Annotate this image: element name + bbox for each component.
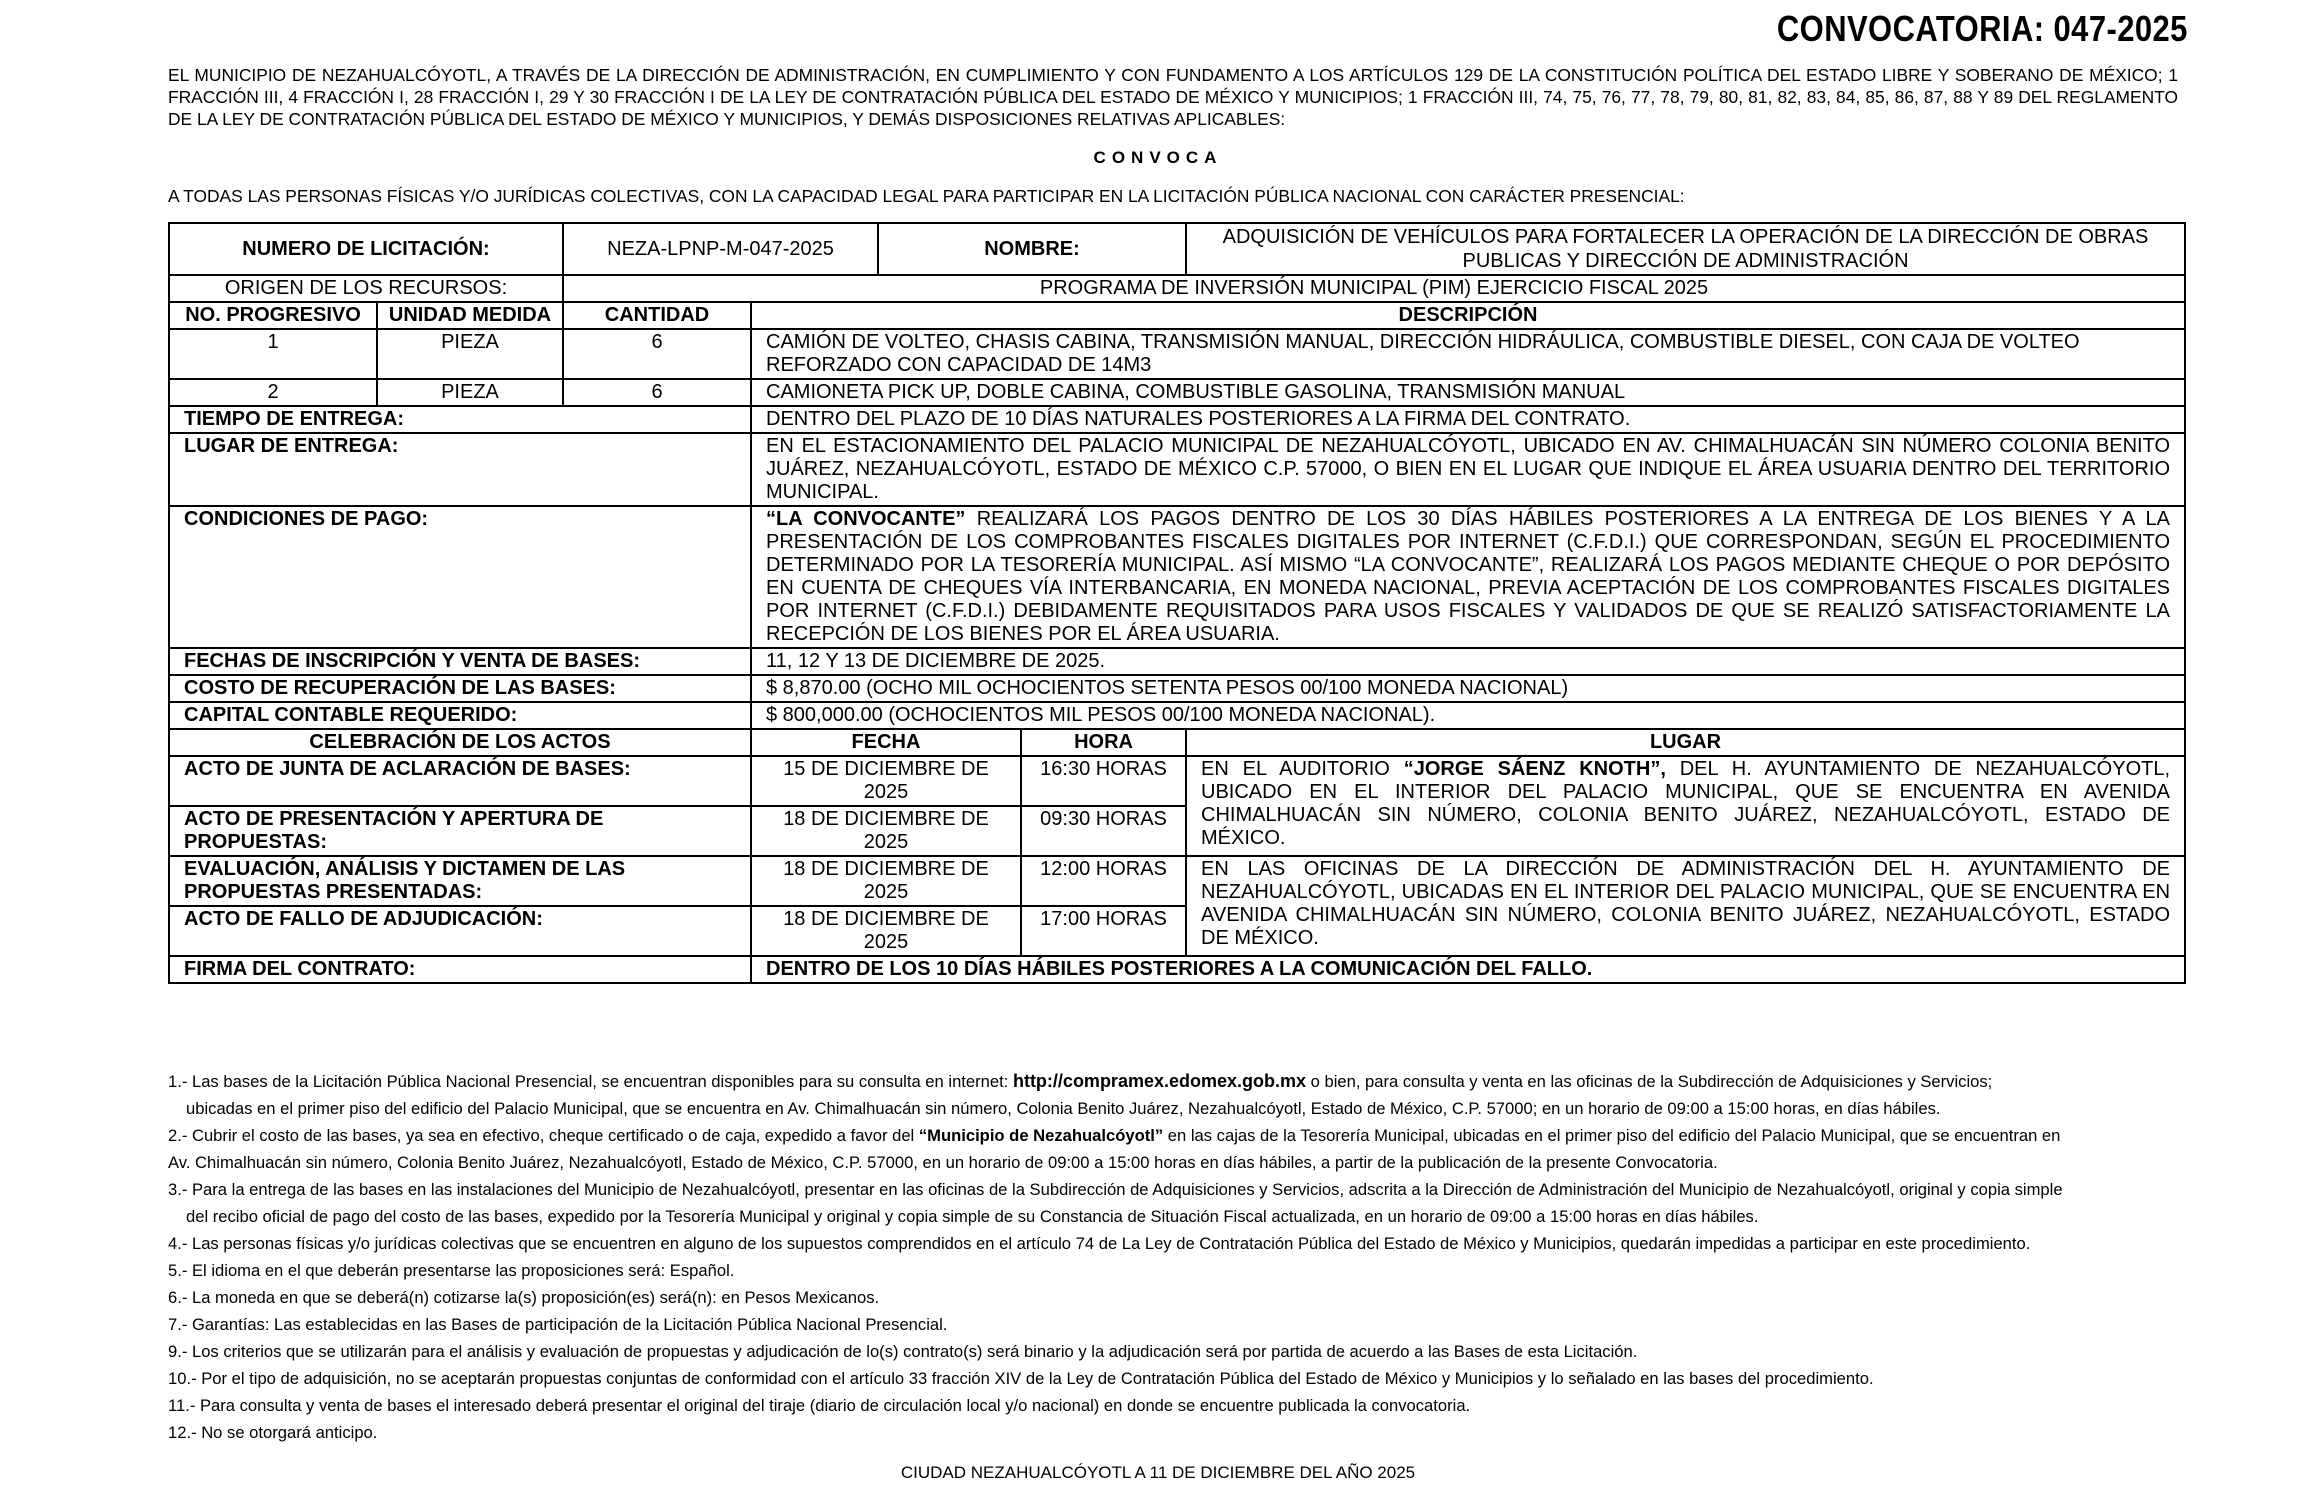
delivery-time-label: TIEMPO DE ENTREGA: bbox=[169, 406, 751, 433]
note-12: 12.- No se otorgará anticipo. bbox=[168, 1423, 378, 1442]
required-capital-label: CAPITAL CONTABLE REQUERIDO: bbox=[169, 702, 751, 729]
delivery-place-value: EN EL ESTACIONAMIENTO DEL PALACIO MUNICIPAL DE NEZAHUALCÓYOTL, UBICADO EN AV. CHIMALHUACÁN SIN NÚMERO COLONIA BENITO JUÁREZ, NEZAHUALCÓYOTL, ESTADO DE MÉXICO C.P. 57000, O BIEN EN EL LUGAR QUE INDIQUE EL ÁREA USUARIA DENTRO DEL TERRITORIO MUNICIPAL. bbox=[751, 433, 2185, 506]
note-1 bbox=[168, 1068, 2178, 1095]
tender-name-label: NOMBRE: bbox=[878, 223, 1186, 275]
col-cantidad: CANTIDAD bbox=[563, 302, 751, 329]
required-capital-row bbox=[169, 702, 2185, 729]
resources-origin-row bbox=[169, 275, 2185, 302]
acts-header-row bbox=[169, 729, 2185, 756]
intro-paragraph: EL MUNICIPIO DE NEZAHUALCÓYOTL, A TRAVÉS DE LA DIRECCIÓN DE ADMINISTRACIÓN, EN CUMPLIMIENTO Y CON FUNDAMENTO A LOS ARTÍCULOS 129 DE LA CONSTITUCIÓN POLÍTICA DEL ESTADO LIBRE Y SOBERANO DE MÉXICO; 1 FRACCIÓN III, 4 FRACCIÓN I, 28 FRACCIÓN I, 29 Y 30 FRACCIÓN I DE LA LEY DE CONTRATACIÓN PÚBLICA DEL ESTADO DE MÉXICO Y MUNICIPIOS; 1 FRACCIÓN III, 74, 75, 76, 77, 78, 79, 80, 81, 82, 83, 84, 85, 86, 87, 88 Y 89 DEL REGLAMENTO DE LA LEY DE CONTRATACIÓN PÚBLICA DEL ESTADO DE MÉXICO Y MUNICIPIOS, Y DEMÁS DISPOSICIONES RELATIVAS APLICABLES: bbox=[168, 65, 2178, 129]
item-unit: PIEZA bbox=[377, 379, 563, 406]
item-number: 1 bbox=[169, 329, 377, 379]
tender-table bbox=[168, 222, 2186, 984]
note-1-text-end: o bien, para consulta y venta en las oficinas de la Subdirección de Adquisiciones y Servicios; bbox=[1306, 1072, 1993, 1091]
item-unit: PIEZA bbox=[377, 329, 563, 379]
act-row bbox=[169, 856, 2185, 906]
invitation-line: A TODAS LAS PERSONAS FÍSICAS Y/O JURÍDICAS COLECTIVAS, CON LA CAPACIDAD LEGAL PARA PARTICIPAR EN LA LICITACIÓN PÚBLICA NACIONAL CON CARÁCTER PRESENCIAL: bbox=[168, 186, 1685, 206]
act-row bbox=[169, 756, 2185, 806]
note-6: 6.- La moneda en que se deberá(n) cotizarse la(s) proposición(es) será(n): en Pesos Mexicanos. bbox=[168, 1288, 880, 1307]
item-number: 2 bbox=[169, 379, 377, 406]
convoca-heading: CONVOCA bbox=[1093, 148, 1223, 167]
notes-list bbox=[168, 1068, 2178, 1446]
act-place-offices: EN LAS OFICINAS DE LA DIRECCIÓN DE ADMINISTRACIÓN DEL H. AYUNTAMIENTO DE NEZAHUALCÓYOTL, UBICADAS EN EL INTERIOR DEL PALACIO MUNICIPAL, QUE SE ENCUENTRA EN AVENIDA CHIMALHUACÁN SIN NÚMERO, COLONIA BENITO JUÁREZ, NEZAHUALCÓYOTL, ESTADO DE MÉXICO. bbox=[1186, 856, 2185, 956]
act-date: 15 DE DICIEMBRE DE 2025 bbox=[751, 756, 1021, 806]
note-3-continuation: del recibo oficial de pago del costo de las bases, expedido por la Tesorería Municipal y original y copia simple de su Constancia de Situación Fiscal actualizada, en un horario de 09:00 a 15:00 horas en días hábiles. bbox=[186, 1207, 1759, 1226]
tender-number-label: NUMERO DE LICITACIÓN: bbox=[169, 223, 563, 275]
note-4: 4.- Las personas físicas y/o jurídicas colectivas que se encuentren en alguno de los supuestos comprendidos en el artículo 74 de La Ley de Contratación Pública del Estado de México y Municipios, quedarán impedidas a participar en este procedimiento. bbox=[168, 1234, 2031, 1253]
bases-cost-label: COSTO DE RECUPERACIÓN DE LAS BASES: bbox=[169, 675, 751, 702]
note-1-continuation: ubicadas en el primer piso del edificio del Palacio Municipal, que se encuentra en Av. Chimalhuacán sin número, Colonia Benito Juárez, Nezahualcóyotl, Estado de México, C.P. 57000; en un horario de 09:00 a 15:00 horas, en días hábiles. bbox=[186, 1099, 1941, 1118]
note-9: 9.- Los criterios que se utilizarán para el análisis y evaluación de propuestas y adjudicación de lo(s) contrato(s) será binario y la adjudicación será por partida de acuerdo a las Bases de esta Licitación. bbox=[168, 1342, 1638, 1361]
col-celebracion: CELEBRACIÓN DE LOS ACTOS bbox=[169, 729, 751, 756]
bases-cost-value: $ 8,870.00 (OCHO MIL OCHOCIENTOS SETENTA PESOS 00/100 MONEDA NACIONAL) bbox=[751, 675, 2185, 702]
required-capital-value: $ 800,000.00 (OCHOCIENTOS MIL PESOS 00/100 MONEDA NACIONAL). bbox=[751, 702, 2185, 729]
note-5: 5.- El idioma en el que deberán presentarse las proposiciones será: Español. bbox=[168, 1261, 735, 1280]
note-11: 11.- Para consulta y venta de bases el interesado deberá presentar el original del tiraje (diario de circulación local y/o nacional) en donde se encuentre publicada la convocatoria. bbox=[168, 1396, 1471, 1415]
note-2-text-end: en las cajas de la Tesorería Municipal, ubicadas en el primer piso del edificio del Palacio Municipal, que se encuentran en bbox=[1163, 1126, 2061, 1145]
contract-signing-value: DENTRO DE LOS 10 DÍAS HÁBILES POSTERIORES A LA COMUNICACIÓN DEL FALLO. bbox=[751, 956, 2185, 983]
payment-conditions-label: CONDICIONES DE PAGO: bbox=[169, 506, 751, 648]
delivery-time-value: DENTRO DEL PLAZO DE 10 DÍAS NATURALES POSTERIORES A LA FIRMA DEL CONTRATO. bbox=[751, 406, 2185, 433]
items-header-row bbox=[169, 302, 2185, 329]
bases-cost-row bbox=[169, 675, 2185, 702]
note-7: 7.- Garantías: Las establecidas en las Bases de participación de la Licitación Pública Nacional Presencial. bbox=[168, 1315, 948, 1334]
compramex-link[interactable]: http://compramex.edomex.gob.mx bbox=[1012, 1071, 1307, 1091]
contract-signing-label: FIRMA DEL CONTRATO: bbox=[169, 956, 751, 983]
note-1-text: 1.- Las bases de la Licitación Pública Nacional Presencial, se encuentran disponibles para su consulta en internet: bbox=[168, 1072, 1013, 1091]
act-date: 18 DE DICIEMBRE DE 2025 bbox=[751, 856, 1021, 906]
note-3: 3.- Para la entrega de las bases en las instalaciones del Municipio de Nezahualcóyotl, presentar en las oficinas de la Subdirección de Adquisiciones y Servicios, adscrita a la Dirección de Administración del Municipio de Nezahualcóyotl, original y copia simple bbox=[168, 1180, 2063, 1199]
note-2 bbox=[168, 1122, 2178, 1149]
tender-name-value: ADQUISICIÓN DE VEHÍCULOS PARA FORTALECER LA OPERACIÓN DE LA DIRECCIÓN DE OBRAS PUBLICAS Y DIRECCIÓN DE ADMINISTRACIÓN bbox=[1186, 223, 2185, 275]
item-quantity: 6 bbox=[563, 329, 751, 379]
act-name: ACTO DE PRESENTACIÓN Y APERTURA DE PROPUESTAS: bbox=[169, 806, 751, 856]
col-descripcion: DESCRIPCIÓN bbox=[751, 302, 2185, 329]
payment-conditions-value bbox=[751, 506, 2185, 648]
act-time: 09:30 HORAS bbox=[1021, 806, 1186, 856]
act-name: EVALUACIÓN, ANÁLISIS Y DICTAMEN DE LAS PROPUESTAS PRESENTADAS: bbox=[169, 856, 751, 906]
act-time: 17:00 HORAS bbox=[1021, 906, 1186, 956]
registration-dates-row bbox=[169, 648, 2185, 675]
contract-signing-row bbox=[169, 956, 2185, 983]
act-time: 16:30 HORAS bbox=[1021, 756, 1186, 806]
col-progresivo: NO. PROGRESIVO bbox=[169, 302, 377, 329]
col-unidad: UNIDAD MEDIDA bbox=[377, 302, 563, 329]
resources-origin-label: ORIGEN DE LOS RECURSOS: bbox=[169, 275, 563, 302]
note-2-continuation: Av. Chimalhuacán sin número, Colonia Benito Juárez, Nezahualcóyotl, Estado de México, C.P. 57000, en un horario de 09:00 a 15:00 horas en días hábiles, a partir de la publicación de la presente Convocatoria. bbox=[168, 1153, 1718, 1172]
place1-pre: EN EL AUDITORIO bbox=[1201, 758, 1404, 780]
item-row bbox=[169, 379, 2185, 406]
delivery-place-row bbox=[169, 433, 2185, 506]
col-hora: HORA bbox=[1021, 729, 1186, 756]
note-10: 10.- Por el tipo de adquisición, no se aceptarán propuestas conjuntas de conformidad con el artículo 33 fracción XIV de la Ley de Contratación Pública del Estado de México y Municipios y lo señalado en las bases del procedimiento. bbox=[168, 1369, 1874, 1388]
payment-conditions-row bbox=[169, 506, 2185, 648]
tender-number-value: NEZA-LPNP-M-047-2025 bbox=[563, 223, 878, 275]
item-row bbox=[169, 329, 2185, 379]
note-2-text: 2.- Cubrir el costo de las bases, ya sea en efectivo, cheque certificado o de caja, expedido a favor del bbox=[168, 1126, 919, 1145]
col-lugar: LUGAR bbox=[1186, 729, 2185, 756]
registration-dates-label: FECHAS DE INSCRIPCIÓN Y VENTA DE BASES: bbox=[169, 648, 751, 675]
item-quantity: 6 bbox=[563, 379, 751, 406]
payment-conditions-text: REALIZARÁ LOS PAGOS DENTRO DE LOS 30 DÍAS HÁBILES POSTERIORES A LA ENTREGA DE LOS BIENES Y A LA PRESENTACIÓN DE LOS COMPROBANTES FISCALES DIGITALES POR INTERNET (C.F.D.I.) QUE CORRESPONDAN, SEGÚN EL PROCEDIMIENTO DETERMINADO POR LA TESORERÍA MUNICIPAL. ASÍ MISMO “LA CONVOCANTE”, REALIZARÁ LOS PAGOS MEDIANTE CHEQUE O POR DEPÓSITO EN CUENTA DE CHEQUES VÍA INTERBANCARIA, EN MONEDA NACIONAL, PREVIA ACEPTACIÓN DE LOS COMPROBANTES FISCALES DIGITALES POR INTERNET (C.F.D.I.) DEBIDAMENTE REQUISITADOS PARA USOS FISCALES Y VALIDADOS DE QUE SE REALIZÓ SATISFACTORIAMENTE LA RECEPCIÓN DE LOS BIENES POR EL ÁREA USUARIA. bbox=[766, 508, 2171, 645]
act-place-auditorium bbox=[1186, 756, 2185, 856]
convocante-emphasis: “LA CONVOCANTE” bbox=[766, 508, 966, 530]
auditorium-name: “JORGE SÁENZ KNOTH”, bbox=[1403, 758, 1666, 780]
resources-origin-value: PROGRAMA DE INVERSIÓN MUNICIPAL (PIM) EJERCICIO FISCAL 2025 bbox=[563, 275, 2185, 302]
act-date: 18 DE DICIEMBRE DE 2025 bbox=[751, 806, 1021, 856]
act-name: ACTO DE FALLO DE ADJUDICACIÓN: bbox=[169, 906, 751, 956]
col-fecha: FECHA bbox=[751, 729, 1021, 756]
item-description: CAMIÓN DE VOLTEO, CHASIS CABINA, TRANSMISIÓN MANUAL, DIRECCIÓN HIDRÁULICA, COMBUSTIBLE DIESEL, CON CAJA DE VOLTEO REFORZADO CON CAPACIDAD DE 14M3 bbox=[751, 329, 2185, 379]
act-time: 12:00 HORAS bbox=[1021, 856, 1186, 906]
registration-dates-value: 11, 12 Y 13 DE DICIEMBRE DE 2025. bbox=[751, 648, 2185, 675]
delivery-place-label: LUGAR DE ENTREGA: bbox=[169, 433, 751, 506]
place1-post: DEL H. AYUNTAMIENTO DE NEZAHUALCÓYOTL, UBICADO EN EL INTERIOR DEL PALACIO MUNICIPAL, QUE SE ENCUENTRA EN AVENIDA CHIMALHUACÁN SIN NÚMERO, COLONIA BENITO JUÁREZ, NEZAHUALCÓYOTL, ESTADO DE MÉXICO. bbox=[1201, 758, 2171, 849]
act-name: ACTO DE JUNTA DE ACLARACIÓN DE BASES: bbox=[169, 756, 751, 806]
municipio-emphasis: “Municipio de Nezahualcóyotl” bbox=[918, 1126, 1164, 1145]
tender-number-row bbox=[169, 223, 2185, 275]
delivery-time-row bbox=[169, 406, 2185, 433]
act-date: 18 DE DICIEMBRE DE 2025 bbox=[751, 906, 1021, 956]
document-title: CONVOCATORIA: 047-2025 bbox=[1777, 8, 2188, 49]
item-description: CAMIONETA PICK UP, DOBLE CABINA, COMBUSTIBLE GASOLINA, TRANSMISIÓN MANUAL bbox=[751, 379, 2185, 406]
place-date-footer: CIUDAD NEZAHUALCÓYOTL A 11 DE DICIEMBRE DEL AÑO 2025 bbox=[900, 1463, 1416, 1482]
